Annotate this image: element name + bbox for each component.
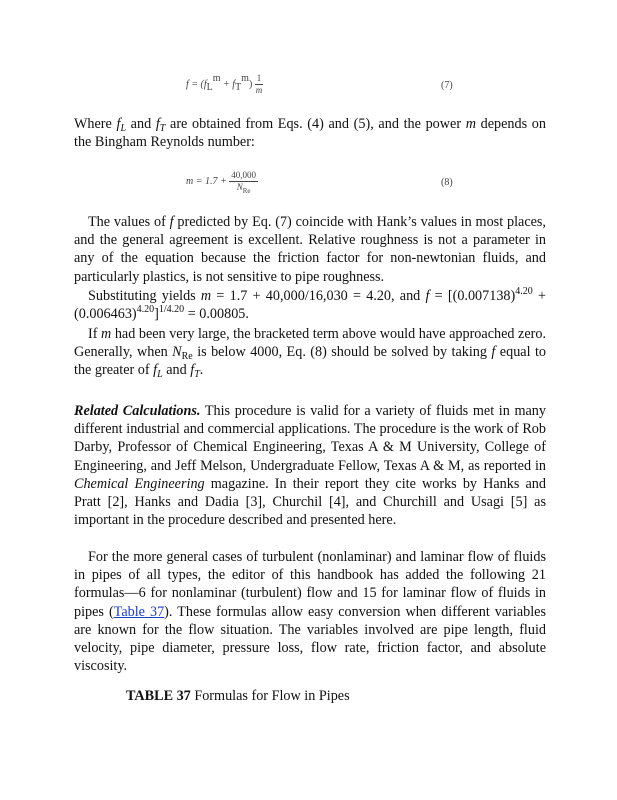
equation-7: $f = (f_L^m + f_T^m)$ $\frac{1}{m}$ [186, 72, 263, 95]
paragraph-substituting: Substituting yields m = 1.7 + 40,000/16,030 = 4.20, and $f = [(0.007138)^{4.20} + (0.006463)^{4.20}]^{1/4.20} = 0.00805$. [74, 286, 546, 323]
table-title: Formulas for Flow in Pipes [190, 688, 350, 704]
equation-7-number: (7) [441, 80, 453, 91]
paragraph-values: The values of f predicted by Eq. (7) coincide with Hank’s values in most places, and the general agreement is excellent. Relative roughness is not a parameter in any of the equation because the friction factor for non-newtonian fluids, and particularly plastics, is not sensitive to pipe roughness. [74, 214, 546, 285]
paragraph-where: Where $f_L$ and $f_T$ are obtained from Eqs. (4) and (5), and the power m depends on the Bingham Reynolds number: [74, 116, 546, 151]
table-caption [126, 688, 350, 705]
paragraph-general-cases: For the more general cases of turbulent (nonlaminar) and laminar flow of fluids in pipes of all types, the editor of this handbook has added the following 21 formulas—6 for nonlaminar (turbulent) flow and 15 for laminar flow of fluids in pipes (Table 37). These formulas allow easy conversion when different variables are known for the flow situation. The variables involved are pipe length, fluid velocity, pipe diameter, pressure loss, flow rate, friction factor, and absolute viscosity. [74, 549, 546, 675]
table-37-link[interactable]: Table 37 [113, 603, 165, 620]
table-label: TABLE 37 [126, 688, 191, 704]
section-heading: Related Calculations. [74, 403, 201, 419]
paragraph-if-m: If m had been very large, the bracketed term above would have approached zero. Generally, when $N_{Re}$ is below 4000, Eq. (8) should be solved by taking f equal to the greater of $f_L$ and $f_T$. [74, 326, 546, 381]
eq7-lhs: f = (f [186, 78, 207, 90]
equation-8-number: (8) [441, 177, 453, 188]
eq8-lhs: m = 1.7 + [186, 175, 227, 187]
eq8-fraction: $\frac{40,000}{N_{Re}}$ [231, 170, 256, 195]
equation-8 [186, 170, 258, 193]
paragraph-related-calculations: Related Calculations. This procedure is valid for a variety of fluids met in many different industrial and commercial applications. The procedure is the work of Rob Darby, Professor of Chemical Engineering, Texas A & M University, College of Engineering, and Jeff Melson, Undergraduate Fellow, Texas A & M, as reported in Chemical Engineering magazine. In their report they cite works by Hanks and Pratt [2], Hanks and Dadia [3], Churchil [4], and Churchill and Usagi [5] as important in the procedure described and presented here. [74, 403, 546, 529]
eq7-fraction: $\frac{1}{m}$ [255, 73, 263, 95]
